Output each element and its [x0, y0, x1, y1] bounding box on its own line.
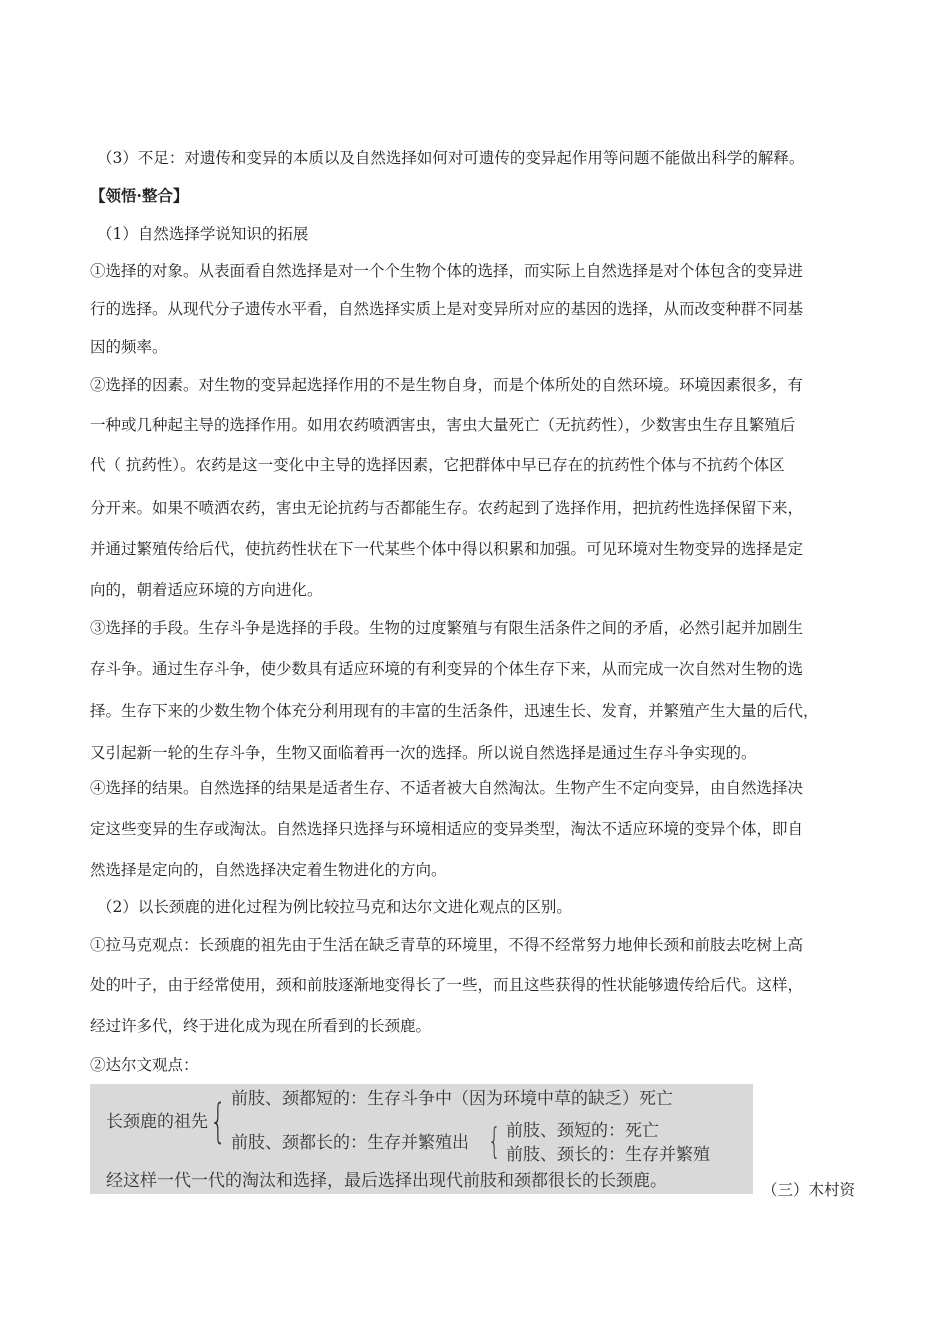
para-line: 择。生存下来的少数生物个体充分利用现有的丰富的生活条件，迅速生长、发育，并繁殖产生大量的后代，: [90, 702, 819, 720]
para-shortcoming: （3）不足：对遗传和变异的本质以及自然选择如何对可遗传的变异起作用等问题不能做出科学的解释。: [97, 149, 805, 167]
diagram-branch-short: 前肢、颈都短的：生存斗争中（因为环境中草的缺乏）死亡: [231, 1089, 673, 1109]
para-line: 经过许多代，终于进化成为现在所看到的长颈鹿。: [90, 1017, 432, 1035]
para-line: 因的频率。: [90, 338, 168, 356]
para-line: 存斗争。通过生存斗争，使少数具有适应环境的有利变异的个体生存下来，从而完成一次自然对生物的选: [90, 660, 804, 678]
para-line: ④选择的结果。自然选择的结果是适者生存、不适者被大自然淘汰。生物产生不定向变异，由自然选择决: [90, 779, 804, 797]
diagram-conclusion: 经这样一代一代的淘汰和选择，最后选择出现代前肢和颈都很长的长颈鹿。: [106, 1171, 667, 1191]
para-line: 并通过繁殖传给后代，使抗药性状在下一代某些个体中得以积累和加强。可见环境对生物变异的选择是定: [90, 540, 804, 558]
diagram-branch-long: 前肢、颈都长的：生存并繁殖出: [231, 1133, 469, 1153]
diagram-sub-short: 前肢、颈短的：死亡: [506, 1121, 659, 1141]
diagram-sub-long: 前肢、颈长的：生存并繁殖: [506, 1145, 710, 1165]
diagram-root: 长颈鹿的祖先: [106, 1112, 208, 1132]
para-line: 处的叶子，由于经常使用，颈和前肢逐渐地变得长了一些，而且这些获得的性状能够遗传给后代。这样，: [90, 976, 804, 994]
brace-symbol: {: [210, 1094, 227, 1148]
para-line: 一种或几种起主导的选择作用。如用农药喷洒害虫，害虫大量死亡（无抗药性），少数害虫生存且繁殖后: [90, 416, 796, 434]
trailing-heading: （三）木村资: [762, 1181, 856, 1199]
subheading-1: （1）自然选择学说知识的拓展: [97, 225, 309, 243]
para-line: ③选择的手段。生存斗争是选择的手段。生物的过度繁殖与有限生活条件之间的矛盾，必然引起并加剧生: [90, 619, 804, 637]
para-line: ①拉马克观点：长颈鹿的祖先由于生活在缺乏青草的环境里，不得不经常努力地伸长颈和前肢去吃树上高: [90, 936, 804, 954]
para-line: 行的选择。从现代分子遗传水平看，自然选择实质上是对变异所对应的基因的选择，从而改变种群不同基: [90, 300, 804, 318]
para-line: 代（ 抗药性）。农药是这一变化中主导的选择因素，它把群体中早已存在的抗药性个体与不抗药个体区: [90, 456, 785, 474]
section-heading: 【领悟·整合】: [90, 186, 189, 205]
subheading-2: （2）以长颈鹿的进化过程为例比较拉马克和达尔文进化观点的区别。: [97, 898, 572, 916]
darwin-diagram: [90, 1084, 753, 1194]
para-line: 定这些变异的生存或淘汰。自然选择只选择与环境相适应的变异类型，淘汰不适应环境的变异个体，即自: [90, 820, 804, 838]
para-line: 分开来。如果不喷洒农药，害虫无论抗药与否都能生存。农药起到了选择作用，把抗药性选择保留下来，: [90, 499, 804, 517]
para-line: 向的，朝着适应环境的方向进化。: [90, 581, 323, 599]
para-line: 又引起新一轮的生存斗争，生物又面临着再一次的选择。所以说自然选择是通过生存斗争实现的。: [90, 744, 757, 762]
para-line: ①选择的对象。从表面看自然选择是对一个个生物个体的选择，而实际上自然选择是对个体包含的变异进: [90, 262, 804, 280]
para-line: 然选择是定向的，自然选择决定着生物进化的方向。: [90, 861, 447, 879]
para-line: ②选择的因素。对生物的变异起选择作用的不是生物自身，而是个体所处的自然环境。环境因素很多，有: [90, 376, 804, 394]
brace-symbol: {: [488, 1121, 501, 1162]
para-line: ②达尔文观点：: [90, 1056, 199, 1074]
